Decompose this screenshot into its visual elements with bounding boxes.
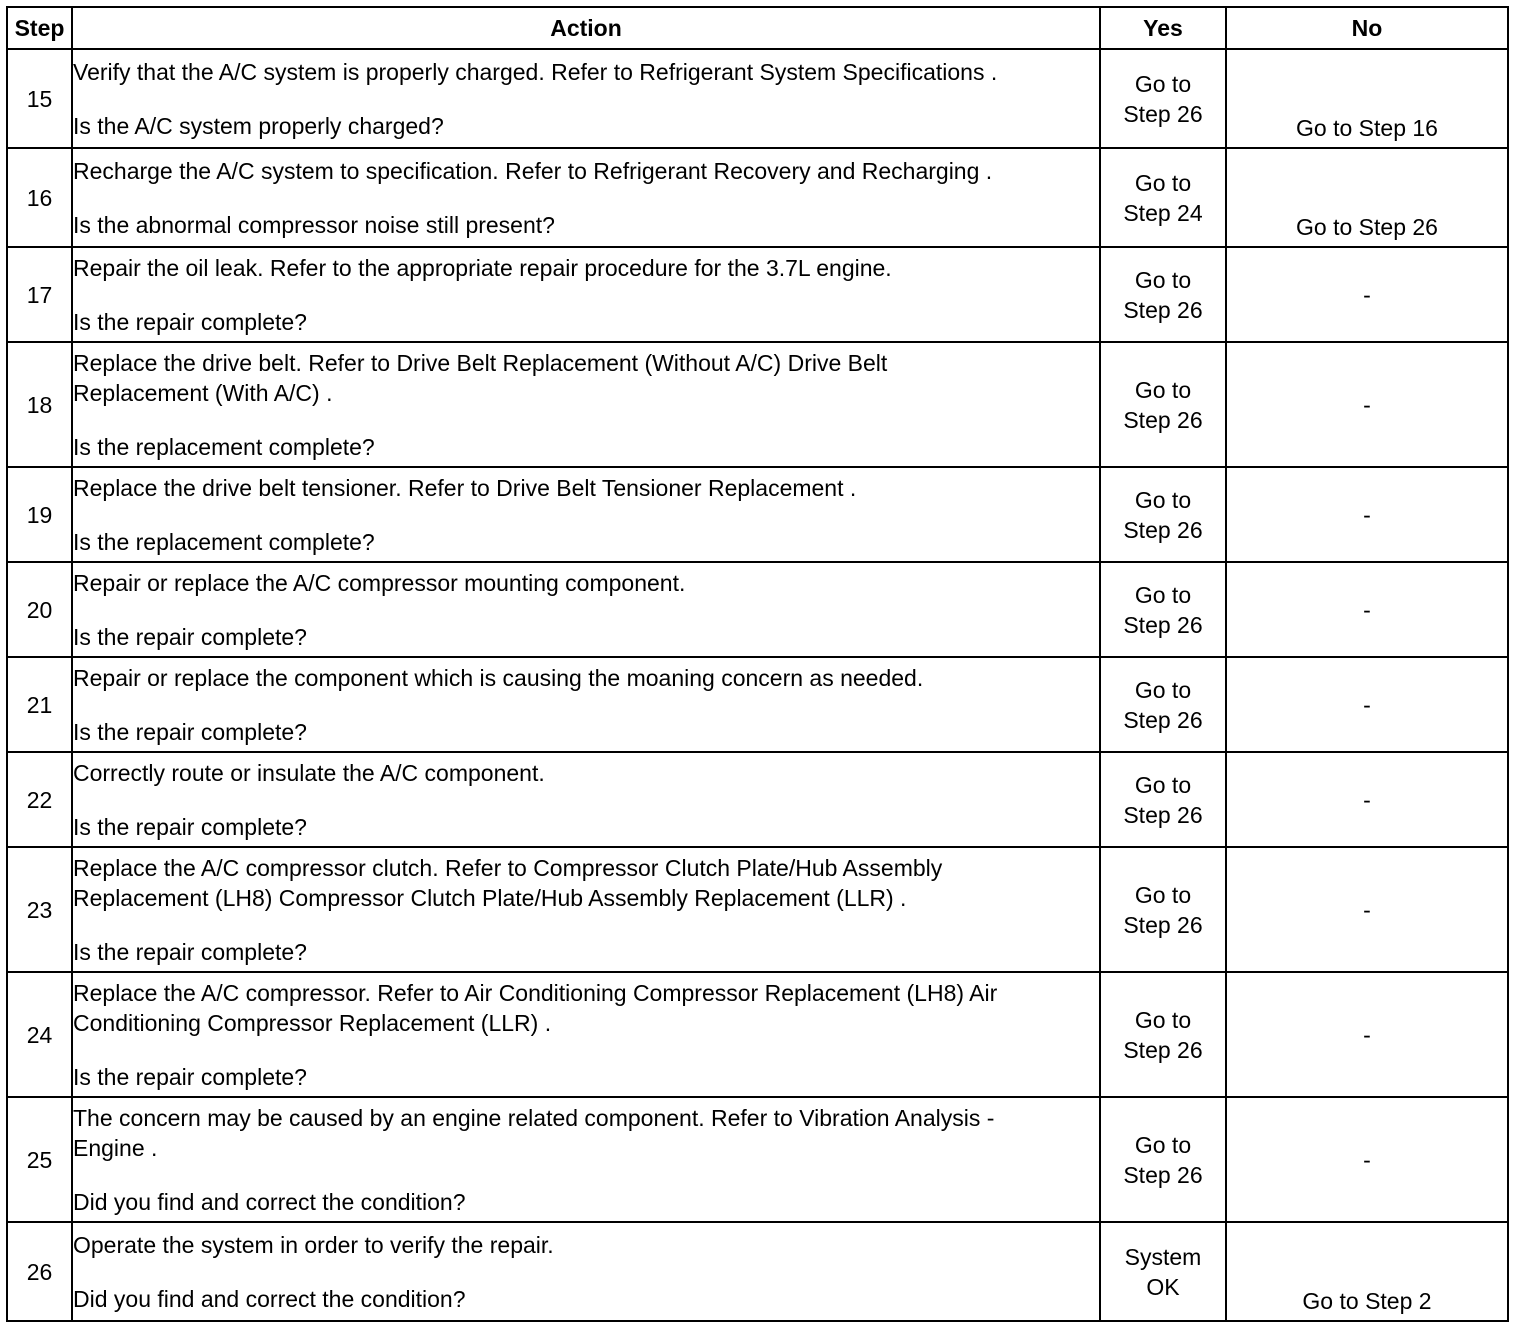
action-text: Repair the oil leak. Refer to the appropriate repair procedure for the 3.7L engine.: [73, 254, 892, 281]
question-text: Did you find and correct the condition?: [73, 1285, 466, 1312]
action-text: Repair or replace the A/C compressor mounting component.: [73, 569, 686, 596]
step-number: 23: [7, 847, 72, 972]
action-header: Action: [72, 7, 1100, 49]
yes-result: Go to Step 26: [1100, 972, 1226, 1097]
yes-result: Go to Step 26: [1100, 49, 1226, 148]
no-result: -: [1226, 342, 1508, 467]
action-cell: [72, 972, 1100, 1097]
table-row: [7, 148, 1508, 247]
action-text: Operate the system in order to verify the repair.: [73, 1231, 554, 1258]
question-text: Is the repair complete?: [73, 938, 307, 965]
diagnostic-table: [6, 6, 1509, 1322]
action-cell: [72, 752, 1100, 847]
question-text: Is the repair complete?: [73, 1063, 307, 1090]
step-header: Step: [7, 7, 72, 49]
step-number: 18: [7, 342, 72, 467]
table-row: [7, 342, 1508, 467]
question-text: Is the replacement complete?: [73, 433, 375, 460]
no-result: -: [1226, 1097, 1508, 1222]
yes-result: Go to Step 26: [1100, 342, 1226, 467]
action-text: Repair or replace the component which is causing the moaning concern as needed.: [73, 664, 924, 691]
yes-result: Go to Step 26: [1100, 657, 1226, 752]
question-text: Is the replacement complete?: [73, 528, 375, 555]
question-text: Is the repair complete?: [73, 718, 307, 745]
action-text: Replace the A/C compressor. Refer to Air Conditioning Compressor Replacement (LH8) Air Conditioning Compressor Replacement (LLR) .: [73, 979, 998, 1036]
step-number: 17: [7, 247, 72, 342]
question-text: Did you find and correct the condition?: [73, 1188, 466, 1215]
action-cell: [72, 49, 1100, 148]
action-text: Replace the drive belt. Refer to Drive Belt Replacement (Without A/C) Drive Belt Replacement (With A/C) .: [73, 349, 888, 406]
yes-result: System OK: [1100, 1222, 1226, 1321]
action-cell: [72, 1097, 1100, 1222]
table-row: [7, 657, 1508, 752]
table-row: [7, 1097, 1508, 1222]
step-number: 15: [7, 49, 72, 148]
yes-result: Go to Step 26: [1100, 1097, 1226, 1222]
table-row: [7, 247, 1508, 342]
step-number: 22: [7, 752, 72, 847]
table-row: [7, 1222, 1508, 1321]
action-cell: [72, 1222, 1100, 1321]
question-text: Is the repair complete?: [73, 308, 307, 335]
no-result: Go to Step 26: [1226, 148, 1508, 247]
table-row: [7, 562, 1508, 657]
step-number: 20: [7, 562, 72, 657]
action-text: Replace the A/C compressor clutch. Refer to Compressor Clutch Plate/Hub Assembly Replacement (LH8) Compressor Clutch Plate/Hub Assembly Replacement (LLR) .: [73, 854, 943, 911]
no-result: Go to Step 2: [1226, 1222, 1508, 1321]
no-result: Go to Step 16: [1226, 49, 1508, 148]
yes-result: Go to Step 26: [1100, 752, 1226, 847]
no-result: -: [1226, 972, 1508, 1097]
action-cell: [72, 657, 1100, 752]
action-text: Verify that the A/C system is properly charged. Refer to Refrigerant System Specifications .: [73, 58, 998, 85]
question-text: Is the A/C system properly charged?: [73, 112, 444, 139]
step-number: 21: [7, 657, 72, 752]
action-cell: [72, 247, 1100, 342]
table-row: [7, 847, 1508, 972]
yes-result: Go to Step 26: [1100, 247, 1226, 342]
table-row: [7, 752, 1508, 847]
action-cell: [72, 562, 1100, 657]
step-number: 25: [7, 1097, 72, 1222]
yes-result: Go to Step 26: [1100, 847, 1226, 972]
action-cell: [72, 847, 1100, 972]
no-result: -: [1226, 847, 1508, 972]
header-row: [7, 7, 1508, 49]
table-row: [7, 467, 1508, 562]
no-result: -: [1226, 752, 1508, 847]
action-cell: [72, 342, 1100, 467]
yes-result: Go to Step 26: [1100, 467, 1226, 562]
table-row: [7, 972, 1508, 1097]
no-result: -: [1226, 657, 1508, 752]
yes-header: Yes: [1100, 7, 1226, 49]
question-text: Is the repair complete?: [73, 623, 307, 650]
no-header: No: [1226, 7, 1508, 49]
table-row: [7, 49, 1508, 148]
yes-result: Go to Step 26: [1100, 562, 1226, 657]
step-number: 26: [7, 1222, 72, 1321]
question-text: Is the abnormal compressor noise still present?: [73, 211, 555, 238]
action-text: Correctly route or insulate the A/C component.: [73, 759, 545, 786]
step-number: 19: [7, 467, 72, 562]
action-text: Replace the drive belt tensioner. Refer to Drive Belt Tensioner Replacement .: [73, 474, 857, 501]
action-cell: [72, 148, 1100, 247]
question-text: Is the repair complete?: [73, 813, 307, 840]
no-result: -: [1226, 562, 1508, 657]
yes-result: Go to Step 24: [1100, 148, 1226, 247]
action-text: The concern may be caused by an engine related component. Refer to Vibration Analysis - Engine .: [73, 1104, 995, 1161]
action-cell: [72, 467, 1100, 562]
no-result: -: [1226, 247, 1508, 342]
action-text: Recharge the A/C system to specification. Refer to Refrigerant Recovery and Recharging .: [73, 157, 993, 184]
step-number: 16: [7, 148, 72, 247]
step-number: 24: [7, 972, 72, 1097]
no-result: -: [1226, 467, 1508, 562]
